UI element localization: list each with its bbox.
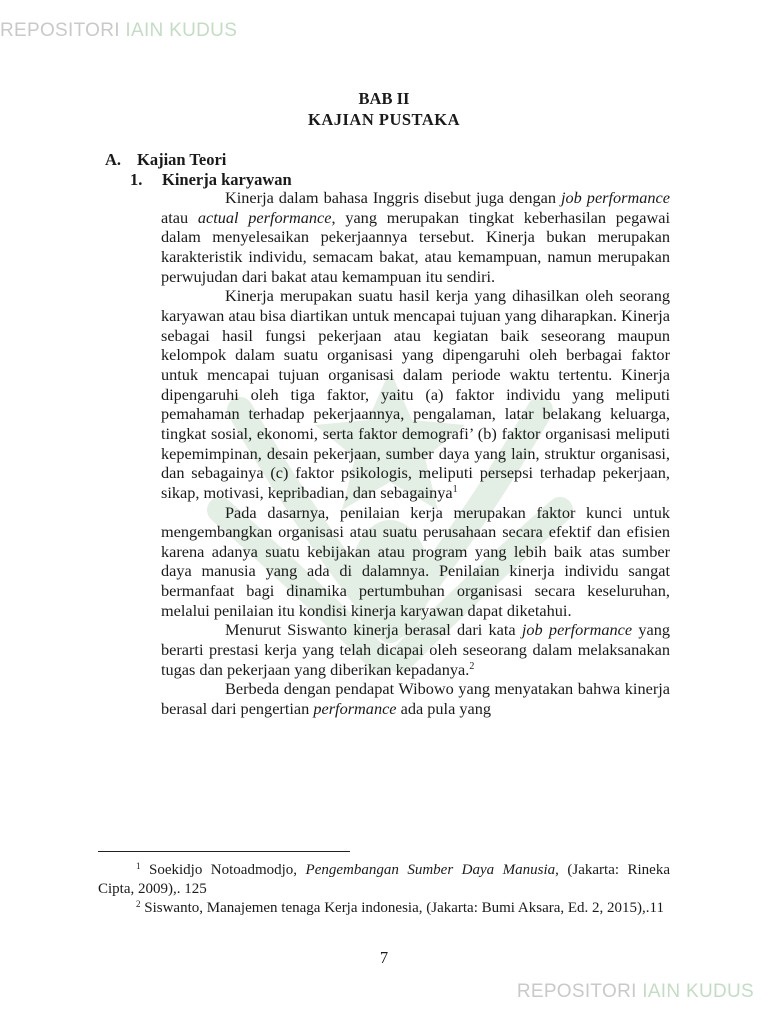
paragraph-2: Kinerja merupakan suatu hasil kerja yang dihasilkan oleh seorang karyawan atau bisa diartikan untuk mencapai tujuan yang diharapkan. Kinerja sebagai hasil fungsi pekerjaan atau kegiatan baik seseorang maupun kelompok dalam suatu organisasi yang dipengaruhi oleh berbagai faktor untuk mencapai tujuan organisasi dalam periode waktu tertentu. Kinerja dipengaruhi oleh tiga faktor, yaitu (a) faktor individu yang meliputi pemahaman terhadap pekerjaannya, pengalaman, latar belakang keluarga, tingkat sosial, ekonomi, serta faktor demografi’ (b) faktor organisasi meliputi kepemimpinan, desain pekerjaan, sumber daya yang lain, struktur organisasi, dan sebagainya (c) faktor psikologis, meliputi persepsi terhadap pekerjaan, sikap, motivasi, kepribadian, dan sebagainya$^1$ — [161, 286, 670, 502]
footnote-ref-1[interactable]: 1 — [452, 483, 458, 495]
footnote-2: $^2$ Siswanto, Manajemen tenaga Kerja indonesia, (Jakarta: Bumi Aksara, Ed. 2, 2015),.11 — [136, 899, 664, 916]
footnote-ref-2[interactable]: 2 — [469, 660, 475, 672]
footnote-1: $^1$ Soekidjo Notoadmodjo, Pengembangan Sumber Daya Manusia, (Jakarta: Rineka Cipta, 2009),. 125 — [98, 861, 670, 897]
body-text — [161, 188, 670, 719]
subsection-heading: 1. Kinerja karyawan — [130, 170, 292, 189]
footnote-divider — [98, 851, 350, 852]
paragraph-3: Pada dasarnya, penilaian kerja merupakan faktor kunci untuk mengembangkan organisasi atau suatu perusahaan secara efektif dan efisien karena adanya suatu kebijakan atau program yang lebih baik atas sumber daya manusia yang ada di dalamnya. Penilaian kinerja individu sangat bermanfaat bagi dinamika pertumbuhan organisasi secara keseluruhan, melalui penilaian itu kondisi kinerja karyawan dapat diketahui. — [161, 502, 670, 620]
section-heading: A. Kajian Teori — [105, 150, 227, 169]
repository-watermark-bottom: REPOSITORI IAIN KUDUS — [516, 981, 754, 1002]
paragraph-1: Kinerja dalam bahasa Inggris disebut juga dengan job performance atau actual performance, yang merupakan tingkat keberhasilan pegawai dalam menyelesaikan pekerjaannya tersebut. Kinerja bukan merupakan karakteristik individu, semacam bakat, atau kemampuan, namun merupakan perwujudan dari bakat atau kemampuan itu sendiri. — [161, 188, 671, 286]
paragraph-4: Menurut Siswanto kinerja berasal dari kata job performance yang berarti prestasi kerja yang telah dicapai oleh seseorang dalam melaksanakan tugas dan pekerjaan yang diberikan kepadanya.$^2$ — [161, 620, 671, 679]
page-number: 7 — [379, 948, 389, 967]
chapter-number: BAB II — [358, 89, 410, 108]
repository-watermark-top: REPOSITORI IAIN KUDUS — [0, 20, 238, 41]
paragraph-5: Berbeda dengan pendapat Wibowo yang menyatakan bahwa kinerja berasal dari pengertian performance ada pula yang — [161, 679, 670, 719]
chapter-title: KAJIAN PUSTAKA — [308, 110, 460, 129]
